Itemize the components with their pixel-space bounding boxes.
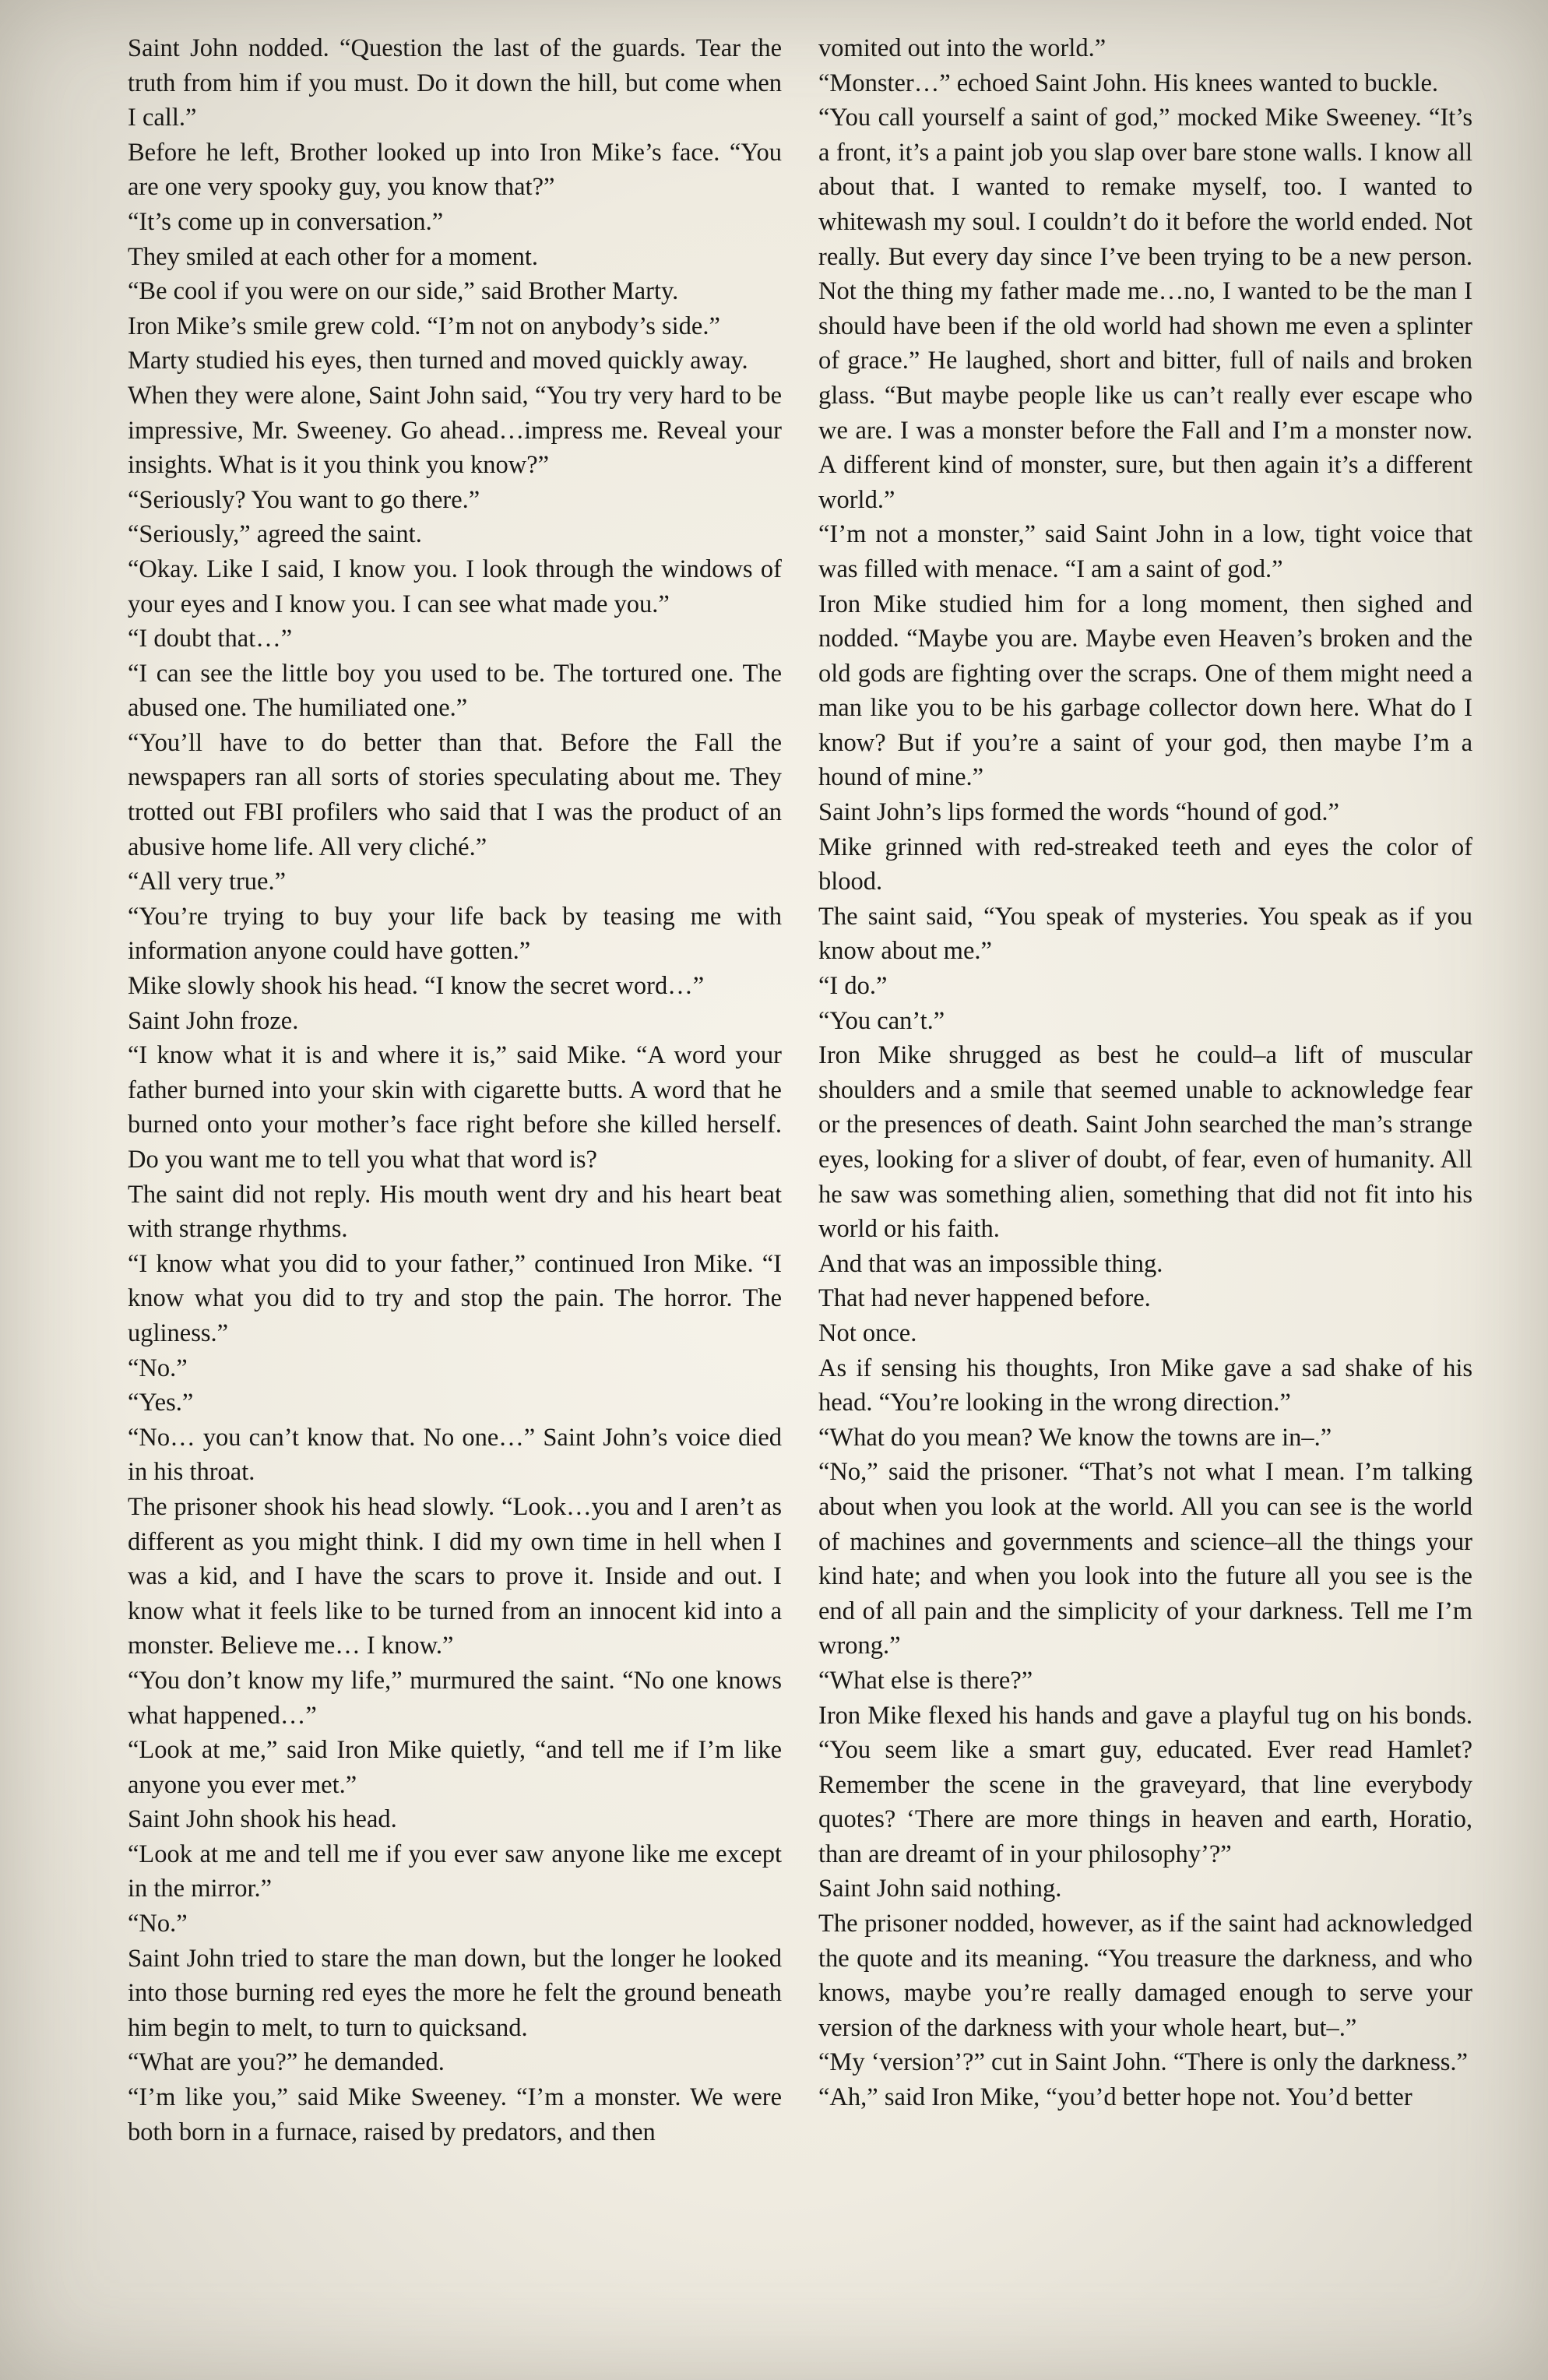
paragraph: The prisoner nodded, however, as if the saint had acknowledged the quote and its meaning. “You treasure the darkness, and who knows, maybe you’re really damaged enough to serve your version of the darkness with your whole heart, but–.”: [818, 1910, 1472, 2042]
paragraph: Before he left, Brother looked up into Iron Mike’s face. “You are one very spooky guy, you know that?”: [128, 138, 782, 202]
paragraph: “You’ll have to do better than that. Before the Fall the newspapers ran all sorts of stories speculating about me. They trotted out FBI profilers who said that I was the product of an abusive home life. All very cliché.”: [128, 728, 782, 861]
paragraph: Saint John shook his head.: [128, 1805, 397, 1834]
paragraph: Iron Mike shrugged as best he could–a lift of muscular shoulders and a smile that seemed unable to acknowledge fear or the presences of death. Saint John searched the man’s strange eyes, looking for a sliver of doubt, of fear, even of humanity. All he saw was something alien, something that did not fit into his world or his faith.: [818, 1041, 1472, 1244]
paragraph: “You’re trying to buy your life back by teasing me with information anyone could have gotten.”: [128, 902, 782, 966]
right-column: [818, 31, 1472, 2115]
paragraph: Saint John nodded. “Question the last of the guards. Tear the truth from him if you must. Do it down the hill, but come when I call.”: [128, 34, 782, 132]
paragraph: vomited out into the world.”: [818, 34, 1106, 62]
paragraph: “Look at me and tell me if you ever saw anyone like me except in the mirror.”: [128, 1840, 782, 1903]
paragraph: “My ‘version’?” cut in Saint John. “There is only the darkness.”: [818, 2048, 1468, 2077]
paragraph: “I can see the little boy you used to be. The tortured one. The abused one. The humiliated one.”: [128, 659, 782, 723]
paragraph: “What else is there?”: [818, 1666, 1033, 1695]
paragraph: When they were alone, Saint John said, “You try very hard to be impressive, Mr. Sweeney. Go ahead…impress me. Reveal your insights. What is it you think you know?”: [128, 381, 782, 480]
paragraph: “I’m like you,” said Mike Sweeney. “I’m a monster. We were both born in a furnace, raised by predators, and then: [128, 2083, 782, 2146]
paragraph: And that was an impossible thing.: [818, 1249, 1163, 1278]
paragraph: “Ah,” said Iron Mike, “you’d better hope not. You’d better: [818, 2083, 1413, 2112]
paragraph: “Seriously? You want to go there.”: [128, 485, 480, 514]
paragraph: “Be cool if you were on our side,” said Brother Marty.: [128, 277, 679, 306]
paragraph: The prisoner shook his head slowly. “Look…you and I aren’t as different as you might think. I did my own time in hell when I was a kid, and I have the scars to prove it. Inside and out. I know what it feels like to be turned from an innocent kid into a monster. Believe me… I know.”: [128, 1492, 782, 1660]
paragraph: As if sensing his thoughts, Iron Mike gave a sad shake of his head. “You’re looking in the wrong direction.”: [818, 1354, 1472, 1417]
paragraph: “I know what you did to your father,” continued Iron Mike. “I know what you did to try and stop the pain. The horror. The ugliness.”: [128, 1249, 782, 1347]
paragraph: “Yes.”: [128, 1389, 194, 1417]
paragraph: “Monster…” echoed Saint John. His knees wanted to buckle.: [818, 69, 1439, 97]
paragraph: “No,” said the prisoner. “That’s not what I mean. I’m talking about when you look at the world. All you can see is the world of machines and governments and science–all the things your kind hate; and when you look into the future all you see is the end of all pain and the simplicity of your darkness. Tell me I’m wrong.”: [818, 1458, 1472, 1660]
paragraph: Iron Mike studied him for a long moment, then sighed and nodded. “Maybe you are. Maybe even Heaven’s broken and the old gods are fighting over the scraps. One of them might need a man like you to be his garbage collector down here. What do I know? But if you’re a saint of your god, then maybe I’m a hound of mine.”: [818, 590, 1472, 792]
paragraph: “What do you mean? We know the towns are in–.”: [818, 1423, 1332, 1452]
paragraph: “I doubt that…”: [128, 625, 293, 653]
paragraph: “Look at me,” said Iron Mike quietly, “and tell me if I’m like anyone you ever met.”: [128, 1736, 782, 1799]
paragraph: “Okay. Like I said, I know you. I look through the windows of your eyes and I know you. I can see what made you.”: [128, 555, 782, 618]
paragraph: Saint John froze.: [128, 1006, 299, 1035]
paragraph: Mike grinned with red-streaked teeth and eyes the color of blood.: [818, 833, 1472, 896]
left-column: [128, 31, 782, 2149]
paragraph: Iron Mike’s smile grew cold. “I’m not on anybody’s side.”: [128, 312, 720, 340]
paragraph: They smiled at each other for a moment.: [128, 242, 539, 271]
paragraph: “It’s come up in conversation.”: [128, 207, 444, 236]
paragraph: “You call yourself a saint of god,” mocked Mike Sweeney. “It’s a front, it’s a paint job you slap over bare stone walls. I know all about that. I wanted to remake myself, too. I wanted to whitewash my soul. I couldn’t do it before the world ended. Not really. But every day since I’ve been trying to be a new person. Not the thing my father made me…no, I wanted to be the man I should have been if the old world had shown me even a splinter of grace.” He laughed, short and bitter, full of nails and broken glass. “But maybe people like us can’t really ever escape who we are. I was a monster before the Fall and I’m a monster now. A different kind of monster, sure, but then again it’s a different world.”: [818, 104, 1472, 514]
paragraph: The saint said, “You speak of mysteries. You speak as if you know about me.”: [818, 902, 1472, 966]
paragraph: “You can’t.”: [818, 1006, 945, 1035]
paragraph: “No… you can’t know that. No one…” Saint John’s voice died in his throat.: [128, 1423, 782, 1487]
paragraph: “I know what it is and where it is,” said Mike. “A word your father burned into your skin with cigarette butts. A word that he burned onto your mother’s face right before she killed herself. Do you want me to tell you what that word is?: [128, 1041, 782, 1174]
paragraph: Saint John’s lips formed the words “hound of god.”: [818, 798, 1339, 827]
paragraph: “No.”: [128, 1910, 188, 1938]
paragraph: Mike slowly shook his head. “I know the secret word…”: [128, 972, 705, 1001]
paragraph: “No.”: [128, 1354, 188, 1382]
paragraph: Saint John said nothing.: [818, 1875, 1062, 1903]
paragraph: “Seriously,” agreed the saint.: [128, 520, 422, 549]
paragraph: Marty studied his eyes, then turned and moved quickly away.: [128, 347, 748, 375]
paragraph: “All very true.”: [128, 868, 287, 896]
paragraph: Iron Mike flexed his hands and gave a playful tug on his bonds. “You seem like a smart guy, educated. Ever read Hamlet? Remember the scene in the graveyard, that line everybody quotes? ‘There are more things in heaven and earth, Horatio, than are dreamt of in your philosophy’?”: [818, 1701, 1472, 1868]
paragraph: That had never happened before.: [818, 1284, 1151, 1313]
paragraph: Saint John tried to stare the man down, but the longer he looked into those burning red eyes the more he felt the ground beneath him begin to melt, to turn to quicksand.: [128, 1944, 782, 2042]
paragraph: “You don’t know my life,” murmured the saint. “No one knows what happened…”: [128, 1666, 782, 1730]
paragraph: “I do.”: [818, 972, 888, 1001]
paragraph: “I’m not a monster,” said Saint John in a low, tight voice that was filled with menace. “I am a saint of god.”: [818, 520, 1472, 583]
paragraph: “What are you?” he demanded.: [128, 2048, 445, 2077]
paragraph: Not once.: [818, 1319, 917, 1347]
paragraph: The saint did not reply. His mouth went dry and his heart beat with strange rhythms.: [128, 1180, 782, 1244]
